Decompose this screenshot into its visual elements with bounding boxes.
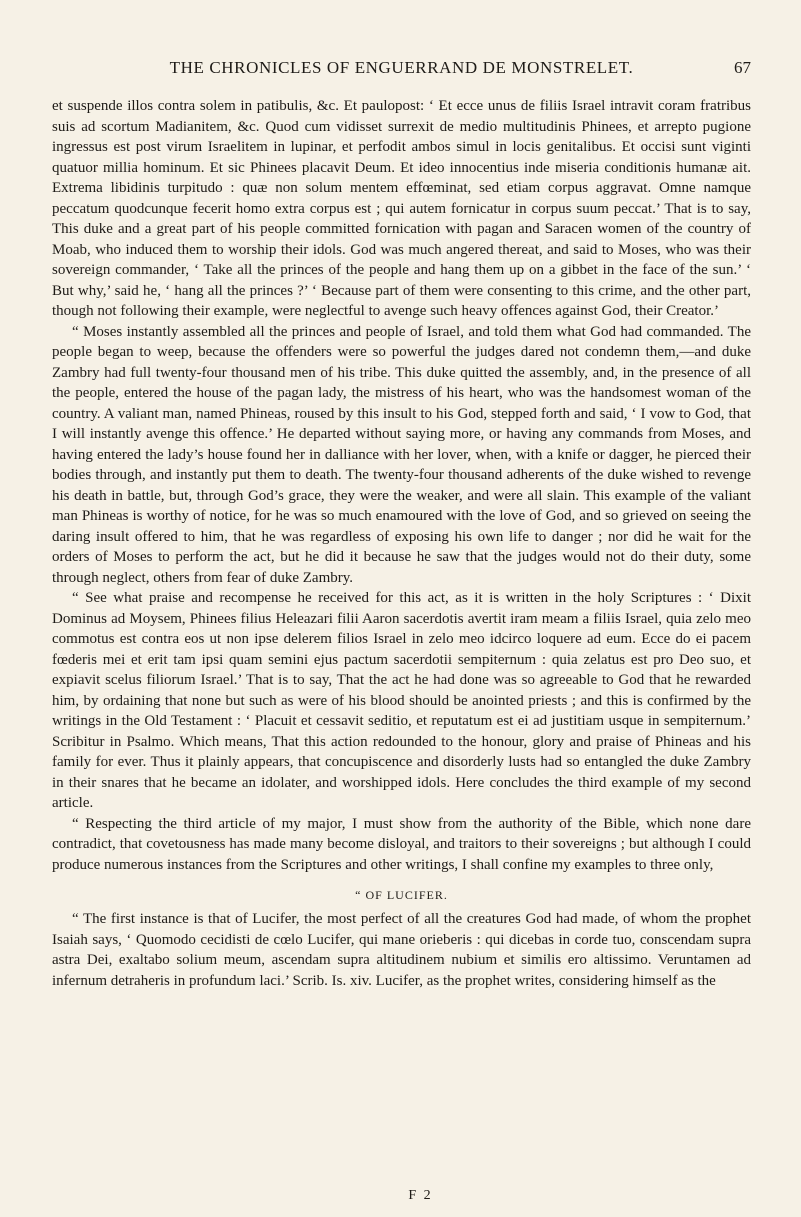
running-head <box>52 58 751 80</box>
running-title: THE CHRONICLES OF ENGUERRAND DE MONSTRELET. <box>169 58 634 77</box>
paragraph: “ See what praise and recompense he received for this act, as it is written in the holy Scriptures : ‘ Dixit Dominus ad Moysem, Phinees filius Heleazari filii Aaron sacerdotis avertit iram meam a filiis Israel, quia zelo meo commotus est contra eos ut non ipse delerem filios Israel in zelo meo idcirco loquere ad eum. Ecce do ei pacem fœderis mei et erit tam ipsi quam semini ejus pactum sacerdotii sempiternum : quia zelatus est pro Deo suo, et expiavit scelus filiorum Israel.’ That is to say, That the act he had done was so agreeable to God that he rewarded him, by ordaining that none but such as were of his blood should be anointed priests ; and this is confirmed by the writings in the Old Testament : ‘ Placuit et cessavit seditio, et reputatum est ei ad justitiam usque in sempiternum.’ Scribitur in Psalmo. Which means, That this action redounded to the honour, glory and praise of Phineas and his family for ever. Thus it plainly appears, that concupiscence and disorderly lusts had so entangled the duke Zambry in their snares that he became an idolater, and worshipped idols. Here concludes the third example of my second article. <box>52 590 751 811</box>
section-heading: “ OF LUCIFER. <box>355 888 448 902</box>
paragraph: et suspende illos contra solem in patibulis, &c. Et paulopost: ‘ Et ecce unus de filiis Israel intravit coram fratribus suis ad scortum Madianitem, &c. Quod cum vidisset surrexit de medio multitudinis Phinees, et arrepto pugione ingressus est post virum Israelitem in lupinar, et perfodit ambos simul in locis genitalibus. Et occisi sunt viginti quatuor millia hominum. Et sic Phinees placavit Deum. Et ideo innocentius inde miseria conditionis humanæ ait. Extrema libidinis turpitudo : quæ non solum mentem effœminat, sed etiam corpus aggravat. Omne namque peccatum quodcunque fecerit homo extra corpus est ; qui autem fornicatur in corpus suum peccat.’ That is to say, This duke and a great part of his people committed fornication with pagan and Saracen women of the country of Moab, who induced them to worship their idols. God was much angered thereat, and said to Moses, who was their sovereign commander, ‘ Take all the princes of the people and hang them up on a gibbet in the face of the sun.’ ‘ But why,’ said he, ‘ hang all the princes ?’ ‘ Because part of them were consenting to this crime, and the other part, though not following their example, were neglectful to avenge such heavy offences against God, their Creator.’ <box>52 98 751 319</box>
paragraph: “ The first instance is that of Lucifer, the most perfect of all the creatures God had made, of whom the prophet Isaiah says, ‘ Quomodo cecidisti de cœlo Lucifer, qui mane orieberis : qui dicebas in corde tuo, conscendam supra astra Dei, exaltabo solium meum, ascendam supra altitudinem nubium et similis ero altissimo. Veruntamen ad infernum detraheris in profundum laci.’ Scrib. Is. xiv. Lucifer, as the prophet writes, considering himself as the <box>52 911 751 989</box>
page-number: 67 <box>734 58 751 77</box>
body-text <box>52 96 751 991</box>
paragraph: “ Respecting the third article of my major, I must show from the authority of the Bible, which none dare contradict, that covetousness has made many become disloyal, and traitors to their sovereigns ; but although I could produce numerous instances from the Scriptures and other writings, I shall confine my examples to three only, <box>52 815 751 873</box>
paragraph: “ Moses instantly assembled all the princes and people of Israel, and told them what God had commanded. The people began to weep, because the offenders were so powerful the judges dared not condemn them,—and duke Zambry had full twenty-four thousand men of his tribe. This duke quitted the assembly, and, in the presence of all the people, entered the house of the pagan lady, the mistress of his heart, who was the handsomest woman of the country. A valiant man, named Phineas, roused by this insult to his God, stepped forth and said, ‘ I vow to God, that I will instantly avenge this offence.’ He departed without saying more, or having any commands from Moses, and having entered the lady’s house found her in dalliance with her lover, when, with a knife or dagger, he pierced their bodies through, and instantly put them to death. The twenty-four thousand adherents of the duke wished to revenge his death in battle, but, through God’s grace, they were the weaker, and were all slain. This example of the valiant man Phineas is worthy of notice, for he was so much enamoured with the love of God, and so grieved on seeing the daring insult offered to him, that he was regardless of exposing his own life to danger ; nor did he wait for the orders of Moses to perform the act, but he did it because he saw that the judges would not do their duty, some through neglect, others from fear of duke Zambry. <box>52 323 751 586</box>
signature-mark: F 2 <box>408 1188 433 1203</box>
